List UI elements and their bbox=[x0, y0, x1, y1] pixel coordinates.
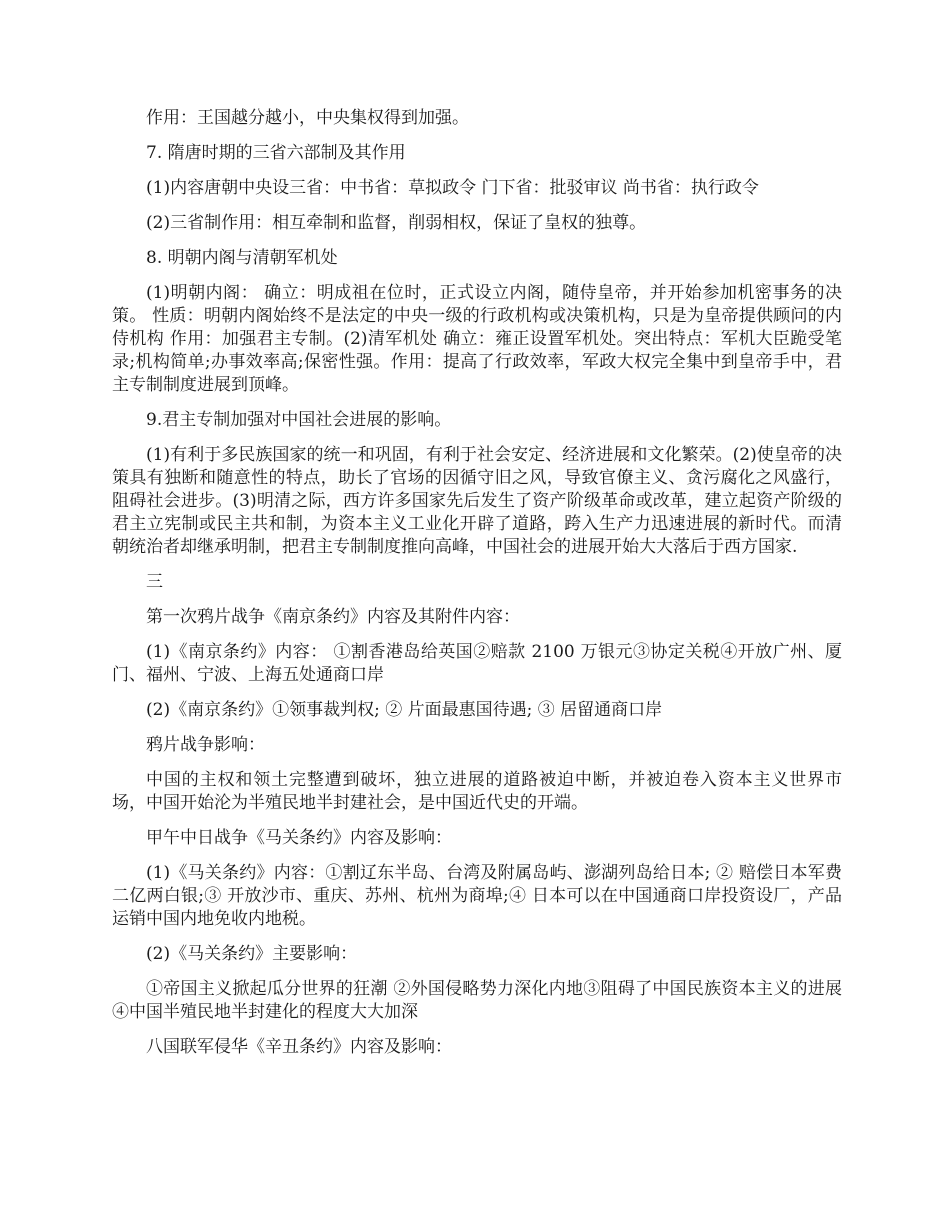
paragraph: (1)有利于多民族国家的统一和巩固，有利于社会安定、经济进展和文化繁荣。(2)使皇帝的决策具有独断和随意性的特点，助长了官场的因循守旧之风，导致官僚主义、贪污腐化之风盛行，阻碍社会进步。(3)明清之际，西方许多国家先后发生了资产阶级革命或改革，建立起资产阶级的君主立宪制或民主共和制，为资本主义工业化开辟了道路，跨入生产力迅速进展的新时代。而清朝统治者却继承明制，把君主专制制度推向高峰，中国社会的进展开始大大落后于西方国家. bbox=[112, 445, 842, 557]
section-heading: 9.君主专制加强对中国社会进展的影响。 bbox=[146, 410, 452, 430]
section-heading: 8. 明朝内阁与清朝军机处 bbox=[146, 248, 338, 268]
section-heading: 八国联军侵华《辛丑条约》内容及影响： bbox=[146, 1037, 452, 1057]
section-heading: 鸦片战争影响： bbox=[146, 735, 265, 755]
paragraph: (1)《马关条约》内容：①割辽东半岛、台湾及附属岛屿、澎湖列岛给日本; ② 赔偿日本军费二亿两白银;③ 开放沙市、重庆、苏州、杭州为商埠;④ 日本可以在中国通商口岸投资设厂，产品运销中国内地免收内地税。 bbox=[112, 863, 842, 929]
paragraph: (1)明朝内阁： 确立：明成祖在位时，正式设立内阁，随侍皇帝，并开始参加机密事务的决策。 性质：明朝内阁始终不是法定的中央一级的行政机构或决策机构，只是为皇帝提供顾问的内侍机构 作用：加强君主专制。(2)清军机处 确立：雍正设置军机处。突出特点：军机大臣跪受笔录;机构简单;办事效率高;保密性强。作用：提高了行政效率，军政大权完全集中到皇帝手中，君主专制制度进展到顶峰。 bbox=[112, 283, 842, 395]
document-body bbox=[112, 107, 842, 1071]
section-heading: 第一次鸦片战争《南京条约》内容及其附件内容： bbox=[146, 607, 520, 627]
paragraph: 作用：王国越分越小，中央集权得到加强。 bbox=[146, 108, 469, 128]
section-heading: (2)《马关条约》主要影响： bbox=[146, 944, 358, 964]
paragraph: (2)三省制作用：相互牵制和监督，削弱相权，保证了皇权的独尊。 bbox=[146, 213, 647, 233]
section-heading: 甲午中日战争《马关条约》内容及影响： bbox=[146, 828, 452, 848]
paragraph: (1)内容唐朝中央设三省：中书省：草拟政令 门下省：批驳审议 尚书省：执行政令 bbox=[146, 178, 759, 198]
section-heading: 7. 隋唐时期的三省六部制及其作用 bbox=[146, 143, 406, 163]
paragraph: ①帝国主义掀起瓜分世界的狂潮 ②外国侵略势力深化内地③阻碍了中国民族资本主义的进展 ④中国半殖民地半封建化的程度大大加深 bbox=[112, 979, 842, 1022]
section-heading: 三 bbox=[146, 572, 163, 592]
paragraph: (2)《南京条约》①领事裁判权; ② 片面最惠国待遇; ③ 居留通商口岸 bbox=[146, 700, 663, 720]
paragraph: (1)《南京条约》内容： ①割香港岛给英国②赔款 2100 万银元③协定关税④开放广州、厦门、福州、宁波、上海五处通商口岸 bbox=[112, 642, 842, 685]
paragraph: 中国的主权和领土完整遭到破坏，独立进展的道路被迫中断，并被迫卷入资本主义世界市场，中国开始沦为半殖民地半封建社会，是中国近代史的开端。 bbox=[112, 770, 842, 813]
